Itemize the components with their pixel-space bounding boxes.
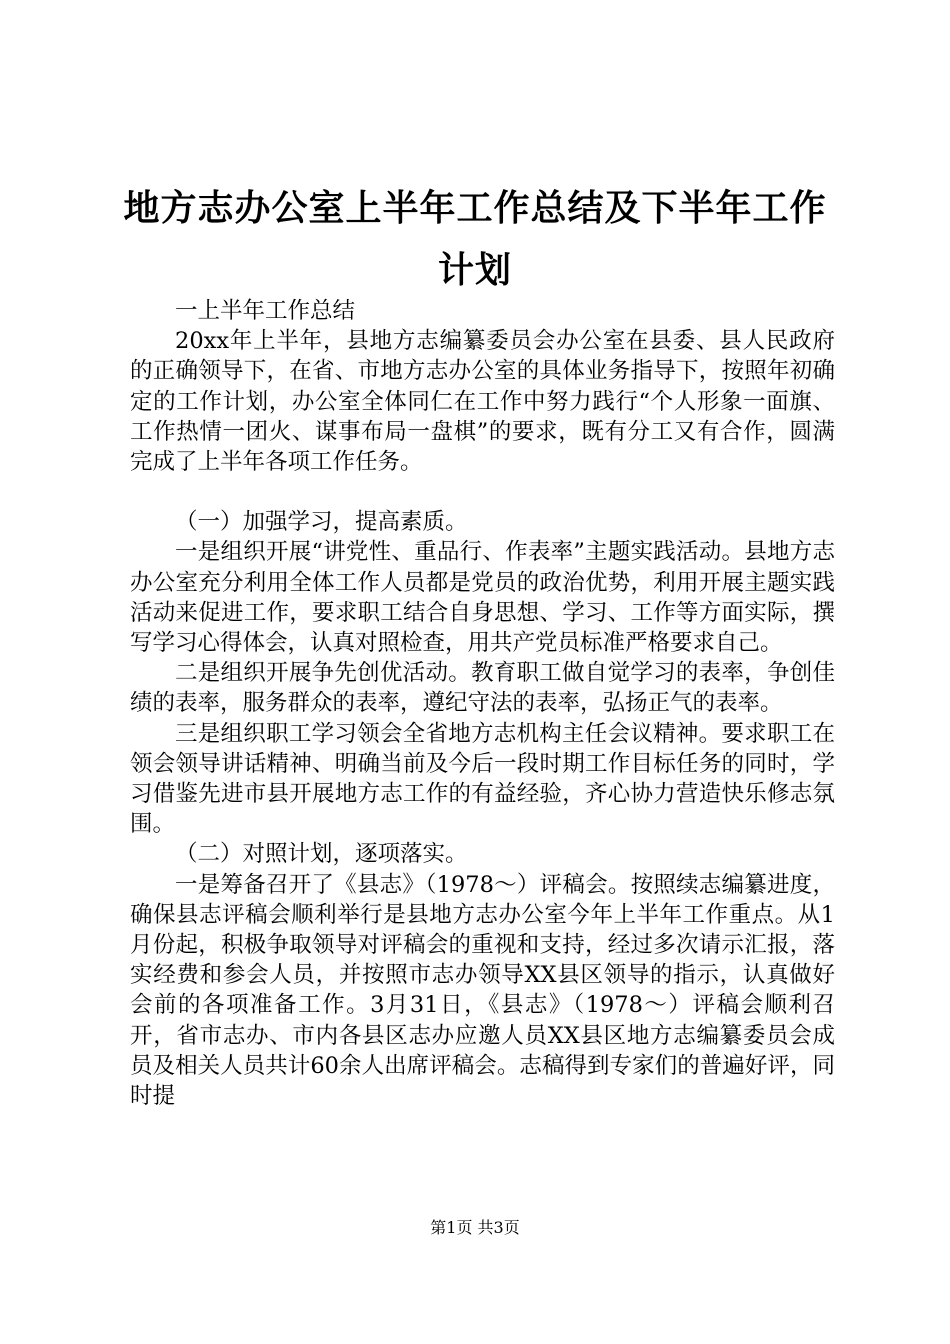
body-paragraph: 一是筹备召开了《县志》（1978～）评稿会。按照续志编纂进度，确保县志评稿会顺利举行是县地方志办公室今年上半年工作重点。从1月份起，积极争取领导对评稿会的重视和支持，经过多次请示汇报，落实经费和参会人员，并按照市志办领导XX县区领导的指示，认真做好会前的各项准备工作。3月31日，《县志》（1978～）评稿会顺利召开，省市志办、市内各县区志办应邀人员XX县区地方志编纂委员会成员及相关人员共计60余人出席评稿会。志稿得到专家们的普遍好评，同时提	[130, 871, 835, 1110]
body-paragraph: 20xx年上半年，县地方志编纂委员会办公室在县委、县人民政府的正确领导下，在省、市地方志办公室的具体业务指导下，按照年初确定的工作计划，办公室全体同仁在工作中努力践行“个人形象一面旗、工作热情一团火、谋事布局一盘棋”的要求，既有分工又有合作，圆满完成了上半年各项工作任务。	[130, 328, 835, 476]
body-paragraph: 二是组织开展争先创优活动。教育职工做自觉学习的表率，争创佳绩的表率，服务群众的表率，遵纪守法的表率，弘扬正气的表率。	[130, 660, 835, 717]
subsection-heading: （一）加强学习，提高素质。	[175, 509, 468, 536]
subsection-heading: （二）对照计划，逐项落实。	[175, 841, 468, 868]
page-number-footer: 第1页 共3页	[430, 1218, 520, 1237]
document-body	[130, 296, 835, 1111]
section-heading: 一上半年工作总结	[175, 298, 356, 324]
body-paragraph: 三是组织职工学习领会全省地方志机构主任会议精神。要求职工在领会领导讲话精神、明确当前及今后一段时期工作目标任务的同时，学习借鉴先进市县开展地方志工作的有益经验，齐心协力营造快乐修志氛围。	[130, 720, 835, 838]
document-title: 地方志办公室上半年工作总结及下半年工作计划	[123, 188, 827, 291]
body-paragraph: 一是组织开展“讲党性、重品行、作表率”主题实践活动。县地方志办公室充分利用全体工作人员都是党员的政治优势，利用开展主题实践活动来促进工作，要求职工结合自身思想、学习、工作等方面实际，撰写学习心得体会，认真对照检查，用共产党员标准严格要求自己。	[130, 539, 835, 657]
